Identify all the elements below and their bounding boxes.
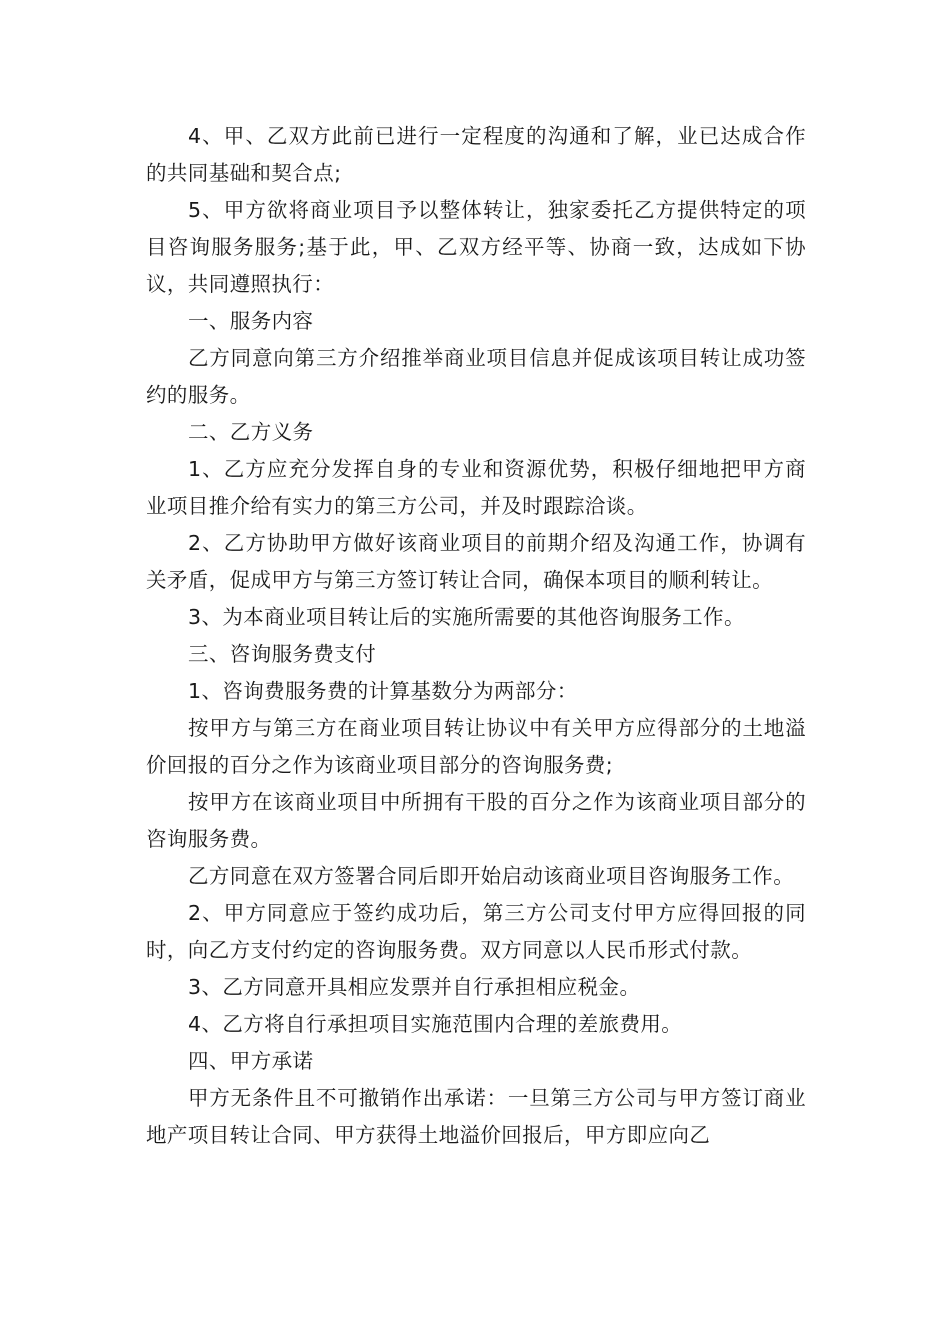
document-body <box>146 118 806 1154</box>
section-heading-party-b-obligations: 二、乙方义务 <box>188 420 314 444</box>
paragraph-fee-start: 乙方同意在双方签署合同后即开始启动该商业项目咨询服务工作。 <box>188 864 795 888</box>
paragraph-obligation-1: 1、乙方应充分发挥自身的专业和资源优势，积极仔细地把甲方商业项目推介给有实力的第三方公司，并及时跟踪洽谈。 <box>146 457 806 518</box>
section-heading-party-a-commitment: 四、甲方承诺 <box>188 1049 314 1073</box>
paragraph-clause-4: 4、甲、乙双方此前已进行一定程度的沟通和了解，业已达成合作的共同基础和契合点; <box>146 124 806 185</box>
paragraph-clause-5: 5、甲方欲将商业项目予以整体转让，独家委托乙方提供特定的项目咨询服务服务;基于此，甲、乙双方经平等、协商一致，达成如下协议，共同遵照执行： <box>146 198 806 296</box>
section-heading-fee-payment: 三、咨询服务费支付 <box>188 642 377 666</box>
paragraph-fee-2: 2、甲方同意应于签约成功后，第三方公司支付甲方应得回报的同时，向乙方支付约定的咨询服务费。双方同意以人民币形式付款。 <box>146 901 806 962</box>
paragraph-commitment: 甲方无条件且不可撤销作出承诺：一旦第三方公司与甲方签订商业地产项目转让合同、甲方获得土地溢价回报后，甲方即应向乙 <box>146 1086 806 1147</box>
paragraph-fee-3: 3、乙方同意开具相应发票并自行承担相应税金。 <box>188 975 641 999</box>
paragraph-obligation-2: 2、乙方协助甲方做好该商业项目的前期介绍及沟通工作，协调有关矛盾，促成甲方与第三方签订转让合同，确保本项目的顺利转让。 <box>146 531 806 592</box>
paragraph-service-content: 乙方同意向第三方介绍推举商业项目信息并促成该项目转让成功签约的服务。 <box>146 346 806 407</box>
paragraph-obligation-3: 3、为本商业项目转让后的实施所需要的其他咨询服务工作。 <box>188 605 745 629</box>
paragraph-fee-4: 4、乙方将自行承担项目实施范围内合理的差旅费用。 <box>188 1012 683 1036</box>
paragraph-fee-1: 1、咨询费服务费的计算基数分为两部分： <box>188 679 578 703</box>
paragraph-fee-basis-shares: 按甲方在该商业项目中所拥有干股的百分之作为该商业项目部分的咨询服务费。 <box>146 790 806 851</box>
section-heading-service-content: 一、服务内容 <box>188 309 314 333</box>
paragraph-fee-basis-land: 按甲方与第三方在商业项目转让协议中有关甲方应得部分的土地溢价回报的百分之作为该商业项目部分的咨询服务费; <box>146 716 806 777</box>
